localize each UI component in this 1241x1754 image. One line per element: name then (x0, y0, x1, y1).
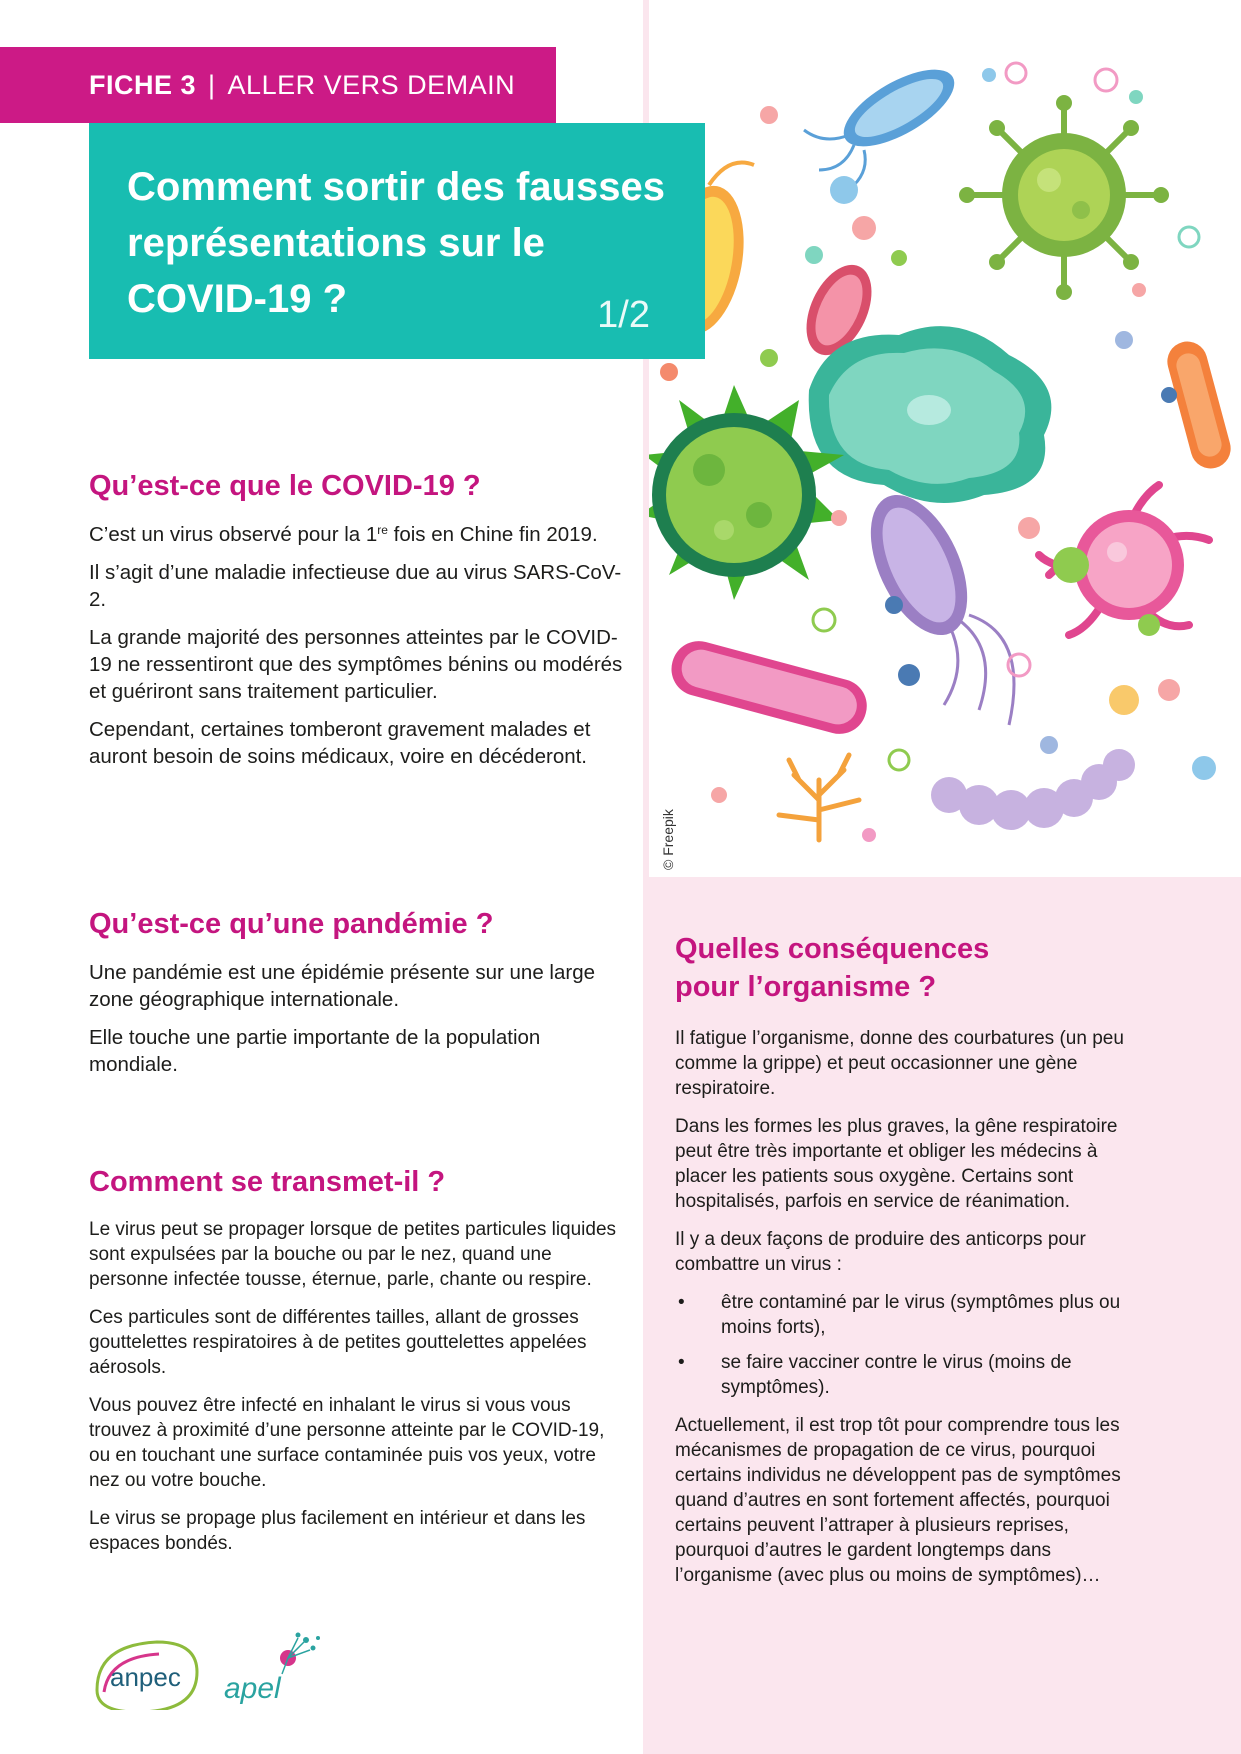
orange-coral-icon (779, 755, 859, 840)
paragraph: Actuellement, il est trop tôt pour comprendre tous les mécanismes de propagation de ce virus, pourquoi certains individus ne développent pas de symptômes quand d’autres en sont fortement affectés, pourquoi certains peuvent l’attraper à plusieurs reprises, pourquoi d’autres le gardent longtemps dans l’organisme (avec plus ou moins de symptômes)… (675, 1415, 1121, 1586)
purple-organism-icon (851, 480, 1014, 725)
section-transmission (89, 1166, 619, 1569)
section-heading: Qu’est-ce qu’une pandémie ? (89, 908, 494, 940)
fiche-topic: ALLER VERS DEMAIN (227, 69, 516, 100)
page-indicator: 1/2 (597, 294, 650, 336)
apel-dandelion-icon (280, 1633, 320, 1675)
heading-line: pour l’organisme ? (675, 971, 937, 1003)
page-title: Comment sortir des fausses représentations sur le COVID-19 ? (127, 165, 665, 321)
list-item: • se faire vacciner contre le virus (moins de symptômes). (675, 1350, 1135, 1400)
heading-line: Quelles conséquences (675, 933, 990, 965)
fiche-separator: | (208, 69, 216, 100)
paragraph: Le virus peut se propager lorsque de petites particules liquides sont expulsées par la bouche ou par le nez, quand une personne infectée tousse, éternue, parle, chante ou respire. (89, 1219, 617, 1290)
paragraph: Vous pouvez être infecté en inhalant le virus si vous vous trouvez à proximité d’une personne atteinte par le COVID-19, ou en touchant une surface contaminée puis vos yeux, votre nez ou votre bouche. (89, 1395, 605, 1491)
section-pandemie (89, 908, 609, 1089)
paragraph: Il s’agit d’une maladie infectieuse due au virus SARS-CoV-2. (89, 561, 622, 611)
paragraph: Il fatigue l’organisme, donne des courbatures (un peu comme la grippe) et peut occasionner une gène respiratoire. (675, 1028, 1124, 1099)
blue-bacterium-icon (804, 54, 966, 185)
microbes-illustration (649, 0, 1241, 877)
section-heading: Comment se transmet-il ? (89, 1166, 446, 1198)
paragraph: Il y a deux façons de produire des anticorps pour combattre un virus : (675, 1229, 1086, 1275)
section-heading: Qu’est-ce que le COVID-19 ? (89, 470, 481, 502)
teal-blob-icon (809, 326, 1052, 503)
paragraph: Dans les formes les plus graves, la gêne respiratoire peut être très importante et obliger les médecins à placer les patients sous oxygène. Certains sont hospitalisés, parfois en service de réanimation. (675, 1116, 1118, 1212)
title-box (89, 123, 705, 359)
section-heading (675, 930, 1135, 1006)
paragraph: Le virus se propage plus facilement en intérieur et dans les espaces bondés. (89, 1508, 586, 1554)
apel-text: apel (224, 1672, 281, 1705)
bullet-list (675, 1290, 1135, 1400)
fiche-banner (0, 47, 556, 123)
green-virus-icon (959, 95, 1169, 300)
anpec-text: anpec (110, 1662, 181, 1692)
paragraph: Une pandémie est une épidémie présente sur une large zone géographique internationale. (89, 961, 595, 1011)
pink-rod-bacterium-icon (665, 635, 872, 740)
paragraph: Ces particules sont de différentes tailles, allant de grosses gouttelettes respiratoires à de petites gouttelettes appelées aérosols. (89, 1307, 587, 1378)
paragraph: C’est un virus observé pour la 1re fois en Chine fin 2019. (89, 523, 598, 546)
paragraph: Cependant, certaines tomberont gravement malades et auront besoin de soins médicaux, voire en décéderont. (89, 718, 591, 768)
section-covid (89, 470, 629, 781)
section-consequences (675, 930, 1135, 1601)
fiche-number: FICHE 3 (89, 69, 197, 100)
anpec-logo-icon (92, 1630, 352, 1710)
orange-bacterium-icon (1163, 337, 1235, 473)
paragraph: Elle touche une partie importante de la population mondiale. (89, 1026, 541, 1076)
image-credit: © Freepik (660, 809, 676, 870)
purple-chain-icon (931, 749, 1135, 830)
list-item: • être contaminé par le virus (symptômes plus ou moins forts), (675, 1290, 1135, 1340)
partner-logos (92, 1630, 352, 1710)
paragraph: La grande majorité des personnes atteintes par le COVID-19 ne ressentiront que des symptômes bénins ou modérés et guériront sans traitement particulier. (89, 626, 623, 703)
